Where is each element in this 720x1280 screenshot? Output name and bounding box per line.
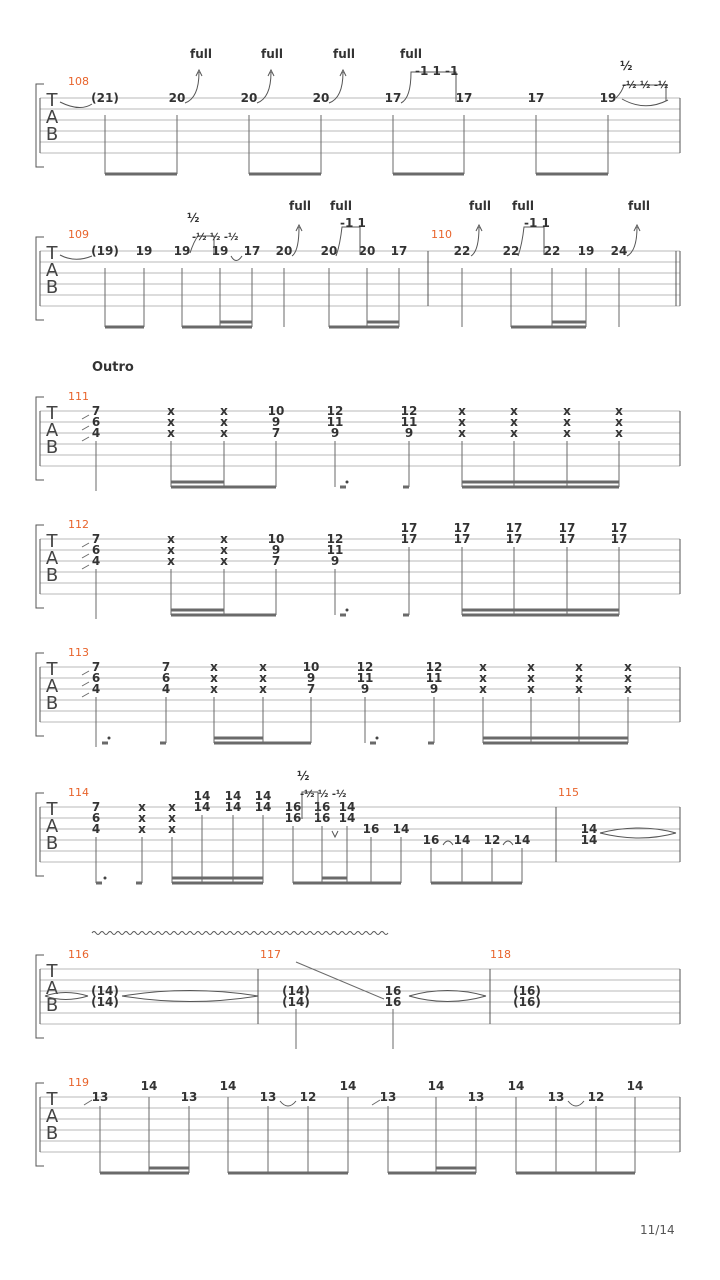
bend-label: -1 1: [340, 216, 366, 230]
bend-label: full: [512, 199, 534, 213]
tie: [622, 99, 668, 106]
fret-number: 9: [271, 415, 281, 429]
fret-number: 14: [453, 833, 471, 847]
fret-number: 9: [360, 682, 370, 696]
measure-number: 113: [68, 646, 89, 659]
bend-curve: [292, 227, 299, 256]
bend-curve: [627, 227, 637, 256]
tie: [568, 1101, 584, 1106]
crescendo: [600, 833, 676, 838]
tie: [231, 256, 242, 261]
tab-clef-letter: T: [46, 403, 58, 424]
measure-number: 108: [68, 75, 89, 88]
bend-label: full: [261, 47, 283, 61]
fret-number: x: [220, 426, 228, 440]
fret-number: (16): [513, 984, 541, 998]
fret-number: 12: [356, 660, 374, 674]
fret-number: 14: [254, 800, 272, 814]
fret-number: 13: [547, 1090, 565, 1104]
bend-label: full: [628, 199, 650, 213]
fret-number: 4: [91, 822, 101, 836]
fret-number: 14: [507, 1079, 525, 1093]
fret-number: 9: [306, 671, 316, 685]
fret-number: 19: [599, 91, 617, 105]
slide-in: [82, 671, 89, 675]
fret-number: x: [510, 404, 518, 418]
fret-number: 17: [558, 532, 576, 546]
crescendo: [122, 996, 258, 1002]
bend-label: ½: [297, 769, 310, 783]
fret-number: 16: [313, 800, 331, 814]
fret-number: 16: [284, 800, 302, 814]
fret-number: x: [458, 426, 466, 440]
fret-number: x: [479, 682, 487, 696]
tie: [280, 1101, 296, 1106]
fret-number: x: [210, 671, 218, 685]
fret-number: 7: [91, 532, 101, 546]
bend-label: -½ ½ -½: [622, 80, 669, 91]
fret-number: x: [138, 811, 146, 825]
bend-label: full: [400, 47, 422, 61]
fret-number: x: [624, 671, 632, 685]
fret-number: x: [167, 426, 175, 440]
fret-number: 22: [543, 244, 561, 258]
augmentation-dot: [104, 877, 107, 880]
tab-clef-letter: A: [45, 816, 59, 837]
tab-clef-letter: A: [45, 420, 59, 441]
measure-number: 119: [68, 1076, 89, 1089]
tab-clef-letter: B: [45, 833, 59, 854]
fret-number: 9: [330, 426, 340, 440]
fret-number: x: [168, 811, 176, 825]
fret-number: x: [168, 822, 176, 836]
bend-label: full: [190, 47, 212, 61]
tab-clef-letter: A: [45, 978, 59, 999]
tab-clef-letter: T: [46, 799, 58, 820]
fret-number: x: [220, 404, 228, 418]
fret-number: 16: [284, 811, 302, 825]
fret-number: x: [575, 671, 583, 685]
fret-number: 11: [326, 415, 344, 429]
bend-arrow: [332, 831, 338, 837]
tab-clef-letter: B: [45, 693, 59, 714]
fret-number: 19: [577, 244, 595, 258]
tab-clef-letter: A: [45, 548, 59, 569]
fret-number: 20: [312, 91, 330, 105]
slide-in: [82, 693, 89, 697]
fret-number: 16: [362, 822, 380, 836]
slide-in: [82, 426, 89, 430]
bend-label: full: [333, 47, 355, 61]
measure-number: 114: [68, 786, 89, 799]
fret-number: x: [527, 671, 535, 685]
fret-number: 4: [161, 682, 171, 696]
fret-number: x: [167, 415, 175, 429]
fret-number: 17: [610, 521, 628, 535]
fret-number: 20: [275, 244, 293, 258]
tie: [443, 841, 453, 845]
fret-number: 12: [425, 660, 443, 674]
measure-number: 110: [431, 228, 452, 241]
fret-number: 17: [505, 521, 523, 535]
fret-number: 16: [422, 833, 440, 847]
fret-number: 14: [626, 1079, 644, 1093]
augmentation-dot: [346, 609, 349, 612]
fret-number: x: [259, 682, 267, 696]
fret-number: 17: [610, 532, 628, 546]
fret-number: x: [563, 426, 571, 440]
tab-clef-letter: T: [46, 1089, 58, 1110]
fret-number: 7: [91, 660, 101, 674]
fret-number: x: [167, 532, 175, 546]
fret-number: 14: [338, 811, 356, 825]
tab-clef-letter: B: [45, 565, 59, 586]
tab-clef-letter: B: [45, 437, 59, 458]
fret-number: 16: [313, 811, 331, 825]
fret-number: 19: [211, 244, 229, 258]
fret-number: 13: [259, 1090, 277, 1104]
fret-number: x: [458, 404, 466, 418]
fret-number: 9: [429, 682, 439, 696]
fret-number: 11: [400, 415, 418, 429]
fret-number: 20: [240, 91, 258, 105]
fret-number: 11: [326, 543, 344, 557]
fret-number: 13: [467, 1090, 485, 1104]
fret-number: 9: [404, 426, 414, 440]
fret-number: x: [527, 682, 535, 696]
measure-number: 116: [68, 948, 89, 961]
fret-number: x: [563, 404, 571, 418]
bend-curve: [471, 227, 479, 256]
fret-number: x: [458, 415, 466, 429]
fret-number: 10: [267, 532, 285, 546]
bend-label: ½: [620, 59, 633, 73]
fret-number: 9: [271, 543, 281, 557]
fret-number: 11: [356, 671, 374, 685]
fret-number: 13: [180, 1090, 198, 1104]
fret-number: 11: [425, 671, 443, 685]
fret-number: (21): [91, 91, 119, 105]
fret-number: x: [220, 543, 228, 557]
fret-number: 17: [527, 91, 545, 105]
fret-number: (19): [91, 244, 119, 258]
tab-clef-letter: B: [45, 1123, 59, 1144]
fret-number: 14: [224, 789, 242, 803]
fret-number: 14: [193, 789, 211, 803]
fret-number: 24: [610, 244, 628, 258]
fret-number: 12: [326, 532, 344, 546]
fret-number: (16): [513, 995, 541, 1009]
fret-number: x: [575, 682, 583, 696]
fret-number: 6: [91, 415, 101, 429]
fret-number: 7: [91, 404, 101, 418]
slide-in: [82, 682, 89, 686]
slide-in: [82, 437, 89, 441]
fret-number: x: [167, 404, 175, 418]
fret-number: 17: [384, 91, 402, 105]
fret-number: x: [479, 660, 487, 674]
fret-number: x: [167, 543, 175, 557]
fret-number: 20: [168, 91, 186, 105]
fret-number: 17: [400, 521, 418, 535]
fret-number: x: [575, 660, 583, 674]
fret-number: 14: [580, 833, 598, 847]
fret-number: (14): [282, 984, 310, 998]
fret-number: 14: [392, 822, 410, 836]
bend-label: -½ ½ -½: [300, 789, 347, 800]
augmentation-dot: [376, 737, 379, 740]
bend-curve: [336, 227, 360, 256]
tie: [503, 841, 513, 845]
fret-number: 7: [271, 426, 281, 440]
fret-number: x: [138, 800, 146, 814]
fret-number: 6: [91, 671, 101, 685]
tab-clef-letter: T: [46, 90, 58, 111]
tab-clef-letter: T: [46, 961, 58, 982]
tab-clef-letter: B: [45, 995, 59, 1016]
bend-label: full: [330, 199, 352, 213]
fret-number: x: [563, 415, 571, 429]
measure-number: 111: [68, 390, 89, 403]
fret-number: x: [615, 404, 623, 418]
fret-number: x: [510, 426, 518, 440]
fret-number: 20: [358, 244, 376, 258]
fret-number: 22: [453, 244, 471, 258]
fret-number: 9: [330, 554, 340, 568]
fret-number: 13: [379, 1090, 397, 1104]
fret-number: x: [168, 800, 176, 814]
bend-label: -½ ½ -½: [192, 232, 239, 243]
fret-number: x: [220, 415, 228, 429]
fret-number: 14: [193, 800, 211, 814]
measure-number: 117: [260, 948, 281, 961]
fret-number: x: [624, 660, 632, 674]
bend-curve: [518, 227, 544, 256]
fret-number: 19: [173, 244, 191, 258]
augmentation-dot: [108, 737, 111, 740]
slide-in: [82, 554, 89, 558]
fret-number: x: [510, 415, 518, 429]
fret-number: 14: [254, 789, 272, 803]
fret-number: 14: [513, 833, 531, 847]
fret-number: 4: [91, 682, 101, 696]
tab-clef-letter: A: [45, 107, 59, 128]
fret-number: 17: [505, 532, 523, 546]
fret-number: (14): [282, 995, 310, 1009]
fret-number: 12: [483, 833, 501, 847]
bend-label: -1 1 -1: [415, 64, 459, 78]
measure-number: 109: [68, 228, 89, 241]
slide-in: [82, 543, 89, 547]
fret-number: 19: [135, 244, 153, 258]
tab-clef-letter: A: [45, 1106, 59, 1127]
fret-number: 14: [219, 1079, 237, 1093]
page-number: 11/14: [640, 1223, 675, 1237]
tie: [60, 255, 92, 259]
tab-clef-letter: B: [45, 124, 59, 145]
fret-number: 6: [91, 543, 101, 557]
measure-number: 112: [68, 518, 89, 531]
fret-number: 17: [558, 521, 576, 535]
fret-number: x: [615, 415, 623, 429]
fret-number: 14: [224, 800, 242, 814]
fret-number: (14): [91, 984, 119, 998]
fret-number: 12: [326, 404, 344, 418]
fret-number: 16: [384, 984, 402, 998]
section-label-outro: Outro: [92, 360, 134, 375]
fret-number: 17: [243, 244, 261, 258]
fret-number: 6: [91, 811, 101, 825]
fret-number: 14: [580, 822, 598, 836]
fret-number: 17: [453, 532, 471, 546]
fret-number: 4: [91, 426, 101, 440]
fret-number: (14): [91, 995, 119, 1009]
fret-number: x: [167, 554, 175, 568]
augmentation-dot: [346, 481, 349, 484]
fret-number: 14: [140, 1079, 158, 1093]
fret-number: x: [259, 671, 267, 685]
fret-number: 7: [306, 682, 316, 696]
fret-number: x: [220, 554, 228, 568]
fret-number: 17: [400, 532, 418, 546]
vibrato-line: [92, 932, 388, 935]
fret-number: 16: [384, 995, 402, 1009]
fret-number: 14: [338, 800, 356, 814]
fret-number: x: [210, 682, 218, 696]
fret-number: 6: [161, 671, 171, 685]
crescendo: [409, 996, 486, 1002]
tie: [60, 102, 92, 108]
fret-number: 10: [267, 404, 285, 418]
fret-number: 14: [427, 1079, 445, 1093]
fret-number: 17: [390, 244, 408, 258]
slide-in: [82, 565, 89, 569]
fret-number: 22: [502, 244, 520, 258]
fret-number: 20: [320, 244, 338, 258]
fret-number: 12: [587, 1090, 605, 1104]
fret-number: 13: [91, 1090, 109, 1104]
tab-clef-letter: T: [46, 659, 58, 680]
fret-number: 7: [161, 660, 171, 674]
fret-number: x: [220, 532, 228, 546]
bend-label: full: [469, 199, 491, 213]
fret-number: 7: [271, 554, 281, 568]
fret-number: 10: [302, 660, 320, 674]
notes: [45, 70, 676, 1173]
fret-number: x: [615, 426, 623, 440]
fret-number: x: [210, 660, 218, 674]
tab-clef-letter: A: [45, 260, 59, 281]
fret-number: x: [624, 682, 632, 696]
fret-number: x: [259, 660, 267, 674]
fret-number: 17: [455, 91, 473, 105]
tab-clef-letter: T: [46, 531, 58, 552]
tab-clef-letter: B: [45, 277, 59, 298]
bend-label: full: [289, 199, 311, 213]
fret-number: 12: [299, 1090, 317, 1104]
fret-number: 4: [91, 554, 101, 568]
fret-number: x: [527, 660, 535, 674]
fret-number: x: [138, 822, 146, 836]
tab-clef-letter: T: [46, 243, 58, 264]
fret-number: 7: [91, 800, 101, 814]
slide-in: [82, 415, 89, 419]
fret-number: 14: [339, 1079, 357, 1093]
bend-label: ½: [187, 211, 200, 225]
fret-number: 12: [400, 404, 418, 418]
measure-number: 118: [490, 948, 511, 961]
tab-clef-letter: A: [45, 676, 59, 697]
measure-number: 115: [558, 786, 579, 799]
fret-number: x: [479, 671, 487, 685]
bend-label: -1 1: [524, 216, 550, 230]
fret-number: 17: [453, 521, 471, 535]
